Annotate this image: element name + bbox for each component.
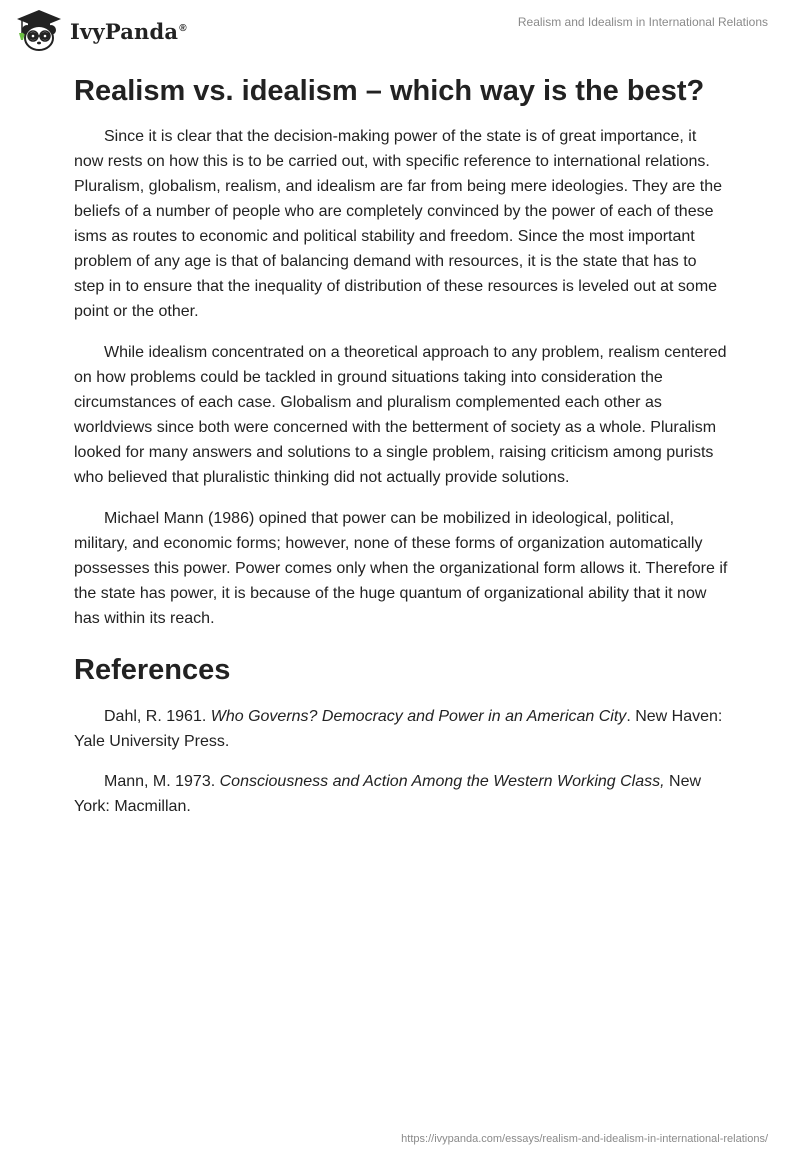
section-heading: Realism vs. idealism – which way is the best? [74, 75, 705, 107]
registered-mark: ® [179, 22, 187, 34]
reference-item [74, 704, 729, 754]
ivypanda-logo[interactable] [14, 8, 187, 52]
paragraph: Michael Mann (1986) opined that power can be mobilized in ideological, political, military, and economic forms; however, none of these forms of organization automatically possesses this power. Power comes only when the organizational form allows it. Therefore if the state has power, it is because of the huge quantum of organizational ability that it now has within its reach. [74, 510, 728, 627]
source-url-link[interactable]: https://ivypanda.com/essays/realism-and-idealism-in-international-relations/ [401, 1133, 768, 1145]
paragraph: While idealism concentrated on a theoretical approach to any problem, realism centered on how problems could be tackled in ground situations taking into consideration the circumstances of each case. Globalism and pluralism complemented each other as worldviews since both were concerned with the betterment of society as a whole. Pluralism looked for many answers and solutions to a single problem, raising criticism among purists who believed that pluralistic thinking did not actually provide solutions. [74, 344, 727, 486]
references-heading: References [74, 654, 231, 686]
reference-suffix: . New Haven: Yale University Press. [74, 708, 723, 750]
paragraph: Since it is clear that the decision-making power of the state is of great importance, it now rests on how this is to be carried out, with specific reference to international relations. Pluralism, globalism, realism, and idealism are far from being mere ideologies. They are the beliefs of a number of people who are completely convinced by the power of each of these isms as routes to economic and political stability and freedom. Since the most important problem of any age is that of balancing demand with resources, it is the state that has to step in to ensure that the inequality of distribution of these resources is leveled out at some point or the other. [74, 128, 722, 320]
reference-title: Who Governs? Democracy and Power in an American City [210, 708, 627, 725]
document-title: Realism and Idealism in International Relations [517, 15, 768, 29]
page-header [0, 0, 800, 60]
panda-graduate-icon [14, 8, 64, 52]
reference-prefix: Dahl, R. 1961. [104, 708, 211, 725]
reference-title: Consciousness and Action Among the Western Working Class, [219, 773, 665, 790]
reference-suffix: New York: Macmillan. [74, 773, 702, 815]
brand-name: IvyPanda® [70, 18, 187, 44]
reference-prefix: Mann, M. 1973. [104, 773, 220, 790]
essay-body [74, 72, 729, 834]
reference-item [74, 769, 729, 819]
